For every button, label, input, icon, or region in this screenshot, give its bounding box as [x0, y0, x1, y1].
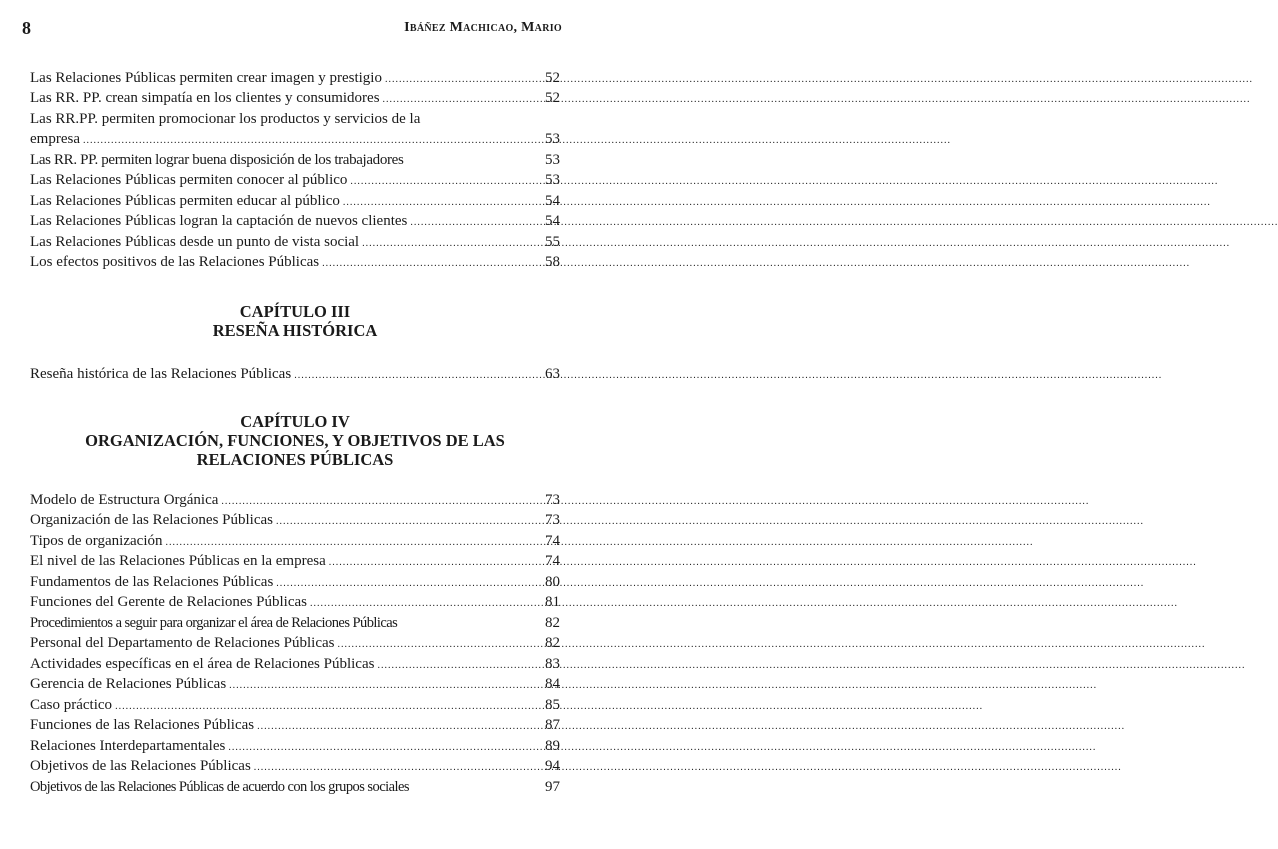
toc-entry-text: Las Relaciones Públicas permiten crear imagen y prestigio: [30, 69, 382, 86]
toc-page-number: 81: [545, 594, 560, 610]
chapter-4-heading: [30, 412, 560, 469]
toc-entry-text: Reseña histórica de las Relaciones Públicas: [30, 365, 292, 382]
toc-entry[interactable]: [30, 775, 560, 796]
toc-entry-text: Las Relaciones Públicas permiten conocer al público: [30, 172, 348, 188]
toc-section-top: [30, 66, 560, 271]
dot-leader: [254, 761, 520, 775]
dot-leader: [83, 134, 520, 148]
toc-entry-text: Las Relaciones Públicas desde un punto de vista social: [30, 233, 360, 250]
toc-page-number: 97: [545, 778, 560, 795]
toc-entry-text: Personal del Departamento de Relaciones Públicas: [30, 635, 335, 651]
toc-entry-text: Fundamentos de las Relaciones Públicas: [30, 573, 274, 590]
toc-entry[interactable]: [30, 652, 560, 673]
toc-entry-text: Caso práctico: [30, 696, 113, 713]
toc-entry[interactable]: [30, 169, 560, 190]
toc-page-number: 54: [545, 213, 560, 229]
toc-entry-text: Funciones de las Relaciones Públicas: [30, 717, 255, 733]
toc-entry-text: Las RR. PP. crean simpatía en los clientes y consumidores: [30, 90, 380, 106]
toc-entry[interactable]: [30, 251, 560, 272]
toc-entry-text: Relaciones Interdepartamentales: [30, 737, 226, 754]
toc-page-number: 94: [545, 758, 560, 774]
chapter-number: CAPÍTULO IV: [240, 412, 350, 431]
page-header: [22, 18, 562, 42]
toc-entry[interactable]: [30, 673, 560, 694]
toc-entry-text: Funciones del Gerente de Relaciones Públicas: [30, 594, 308, 610]
toc-page-number: 74: [545, 553, 560, 569]
toc-entry-text: Procedimientos a seguir para organizar el área de Relaciones Públicas: [30, 614, 398, 631]
toc-entry-text: Los efectos positivos de las Relaciones Públicas: [30, 254, 320, 270]
dot-leader: [276, 515, 520, 529]
toc-entry-text: Actividades específicas en el área de Relaciones Públicas: [30, 655, 375, 672]
toc-entry[interactable]: [30, 230, 560, 251]
dot-leader: [338, 638, 521, 652]
toc-entry[interactable]: [30, 570, 560, 591]
dot-leader: [350, 175, 520, 189]
dot-leader: [115, 700, 520, 714]
dot-leader: [362, 237, 520, 251]
dot-leader: [228, 741, 520, 755]
toc-page-number: 83: [545, 655, 560, 672]
toc-entry[interactable]: [30, 714, 560, 735]
dot-leader: [166, 536, 521, 550]
toc-page-number: 55: [545, 233, 560, 250]
toc-entry[interactable]: [30, 107, 560, 128]
dot-leader: [322, 257, 520, 271]
toc-page-number: 63: [545, 365, 560, 382]
toc-entry-text: Las RR.PP. permiten promocionar los productos y servicios de la: [30, 110, 421, 127]
toc-entry-text: Objetivos de las Relaciones Públicas de acuerdo con los grupos sociales: [30, 778, 409, 795]
toc-page-number: 82: [545, 635, 560, 651]
toc-entry-text: Modelo de Estructura Orgánica: [30, 491, 219, 508]
dot-leader: [221, 495, 520, 509]
toc-entry[interactable]: [30, 210, 560, 231]
toc-section-chapter-3: [30, 362, 560, 383]
dot-leader: [257, 720, 520, 734]
chapter-title-line-2: RELACIONES PÚBLICAS: [196, 450, 394, 469]
toc-entry[interactable]: [30, 148, 560, 169]
toc-entry-text: Gerencia de Relaciones Públicas: [30, 676, 227, 692]
toc-page-number: 53: [545, 172, 560, 188]
toc-page-number: 54: [545, 192, 560, 209]
page-number: 8: [22, 18, 31, 38]
dot-leader: [383, 93, 520, 107]
toc-entry[interactable]: [30, 693, 560, 714]
toc-entry[interactable]: [30, 128, 560, 149]
toc-page-number: 52: [545, 69, 560, 86]
toc-page-number: 85: [545, 696, 560, 713]
toc-entry[interactable]: [30, 509, 560, 530]
toc-section-chapter-4: [30, 488, 560, 796]
running-head: Ibáñez Machicao, Mario: [404, 20, 562, 35]
toc-entry-text: Organización de las Relaciones Públicas: [30, 512, 273, 528]
chapter-3-heading: [30, 302, 560, 340]
toc-entry-text: Tipos de organización: [30, 532, 163, 549]
toc-entry[interactable]: [30, 550, 560, 571]
dot-leader: [329, 556, 520, 570]
toc-page-number: 84: [545, 676, 560, 692]
toc-entry-text: empresa: [30, 131, 80, 147]
toc-page-number: 73: [545, 491, 560, 508]
toc-page-number: 82: [545, 614, 560, 631]
toc-entry-text: Las Relaciones Públicas logran la captación de nuevos clientes: [30, 213, 408, 229]
dot-leader: [410, 216, 520, 230]
toc-page-number: 73: [545, 512, 560, 528]
toc-entry-text: Las RR. PP. permiten lograr buena disposición de los trabajadores: [30, 151, 404, 168]
chapter-title-line-1: ORGANIZACIÓN, FUNCIONES, Y OBJETIVOS DE LAS: [85, 431, 505, 450]
dot-leader: [294, 369, 520, 383]
toc-entry-text: Objetivos de las Relaciones Públicas: [30, 758, 251, 774]
dot-leader: [385, 73, 520, 87]
toc-page-number: 53: [545, 151, 560, 168]
dot-leader: [343, 196, 520, 210]
dot-leader: [377, 659, 520, 673]
dot-leader: [229, 679, 520, 693]
toc-entry[interactable]: [30, 529, 560, 550]
toc-page-number: 58: [545, 254, 560, 270]
toc-page-number: 89: [545, 737, 560, 754]
dot-leader: [310, 597, 520, 611]
chapter-title: RESEÑA HISTÓRICA: [212, 321, 378, 340]
toc-entry-text: El nivel de las Relaciones Públicas en la empresa: [30, 553, 326, 569]
toc-entry[interactable]: [30, 755, 560, 776]
toc-page-number: 74: [545, 532, 560, 549]
toc-entry[interactable]: [30, 87, 560, 108]
toc-page-number: 53: [545, 131, 560, 147]
toc-entry[interactable]: [30, 488, 560, 509]
toc-page-number: 80: [545, 573, 560, 590]
toc-entry[interactable]: [30, 611, 560, 632]
toc-entry[interactable]: [30, 591, 560, 612]
toc-entry[interactable]: [30, 362, 560, 383]
toc-entry[interactable]: [30, 189, 560, 210]
toc-entry-text: Las Relaciones Públicas permiten educar al público: [30, 192, 340, 209]
dot-leader: [276, 577, 520, 591]
toc-entry[interactable]: [30, 734, 560, 755]
chapter-number: CAPÍTULO III: [239, 302, 351, 321]
toc-entry[interactable]: [30, 66, 560, 87]
toc-page-number: 87: [545, 717, 560, 733]
toc-entry[interactable]: [30, 632, 560, 653]
toc-page-number: 52: [545, 90, 560, 106]
